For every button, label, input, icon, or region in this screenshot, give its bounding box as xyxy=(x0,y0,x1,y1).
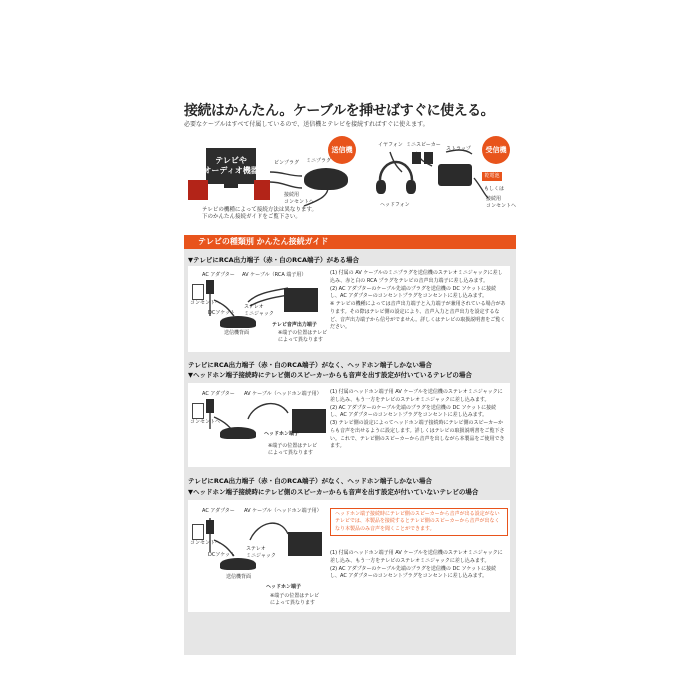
top-note: テレビの機種によって接続方法は異なります。 下のかんたん接続ガイドをご覧下さい。 xyxy=(202,207,317,221)
miniplug-label: ミニプラグ xyxy=(306,158,332,164)
section-1-heading: ▼テレビにRCA出力端子（赤・白のRCA端子）がある場合 xyxy=(188,256,359,264)
transmitter-device xyxy=(220,427,256,439)
ac-adapter xyxy=(206,520,214,534)
av-cable-label: AV ケーブル（RCA 端子用） xyxy=(242,272,307,278)
strap-label: ストラップ xyxy=(446,146,471,152)
transmitter-back xyxy=(220,316,256,328)
outlet-icon xyxy=(192,403,204,419)
tv-monitor xyxy=(288,532,322,556)
headphone-jack-label: ヘッドホン端子 xyxy=(264,431,300,437)
tv-out-label: テレビ音声出力端子 xyxy=(272,322,317,328)
outlet-icon xyxy=(192,524,204,540)
speaker-left xyxy=(412,152,421,164)
ac-adapter-label: AC アダプター xyxy=(202,391,235,397)
dc-socket-label: DCソケット xyxy=(208,552,236,558)
to-outlet-label: コンセントへ xyxy=(190,419,221,425)
av-cable-label: AV ケーブル（ヘッドホン端子用） xyxy=(244,508,322,514)
section-2-card xyxy=(188,383,510,467)
section-1-step-1: (1) 付属の AV ケーブルのミニプラグを送信機のステレオミニジャックに差し込み、赤と白の RCA プラグをテレビの音声出力端子に差し込みます。 xyxy=(330,270,503,284)
stereo-mini-label: ステレオ ミニジャック xyxy=(244,304,274,317)
to-outlet-label: 接続用 コンセントへ xyxy=(284,192,315,205)
tv-out-note: ※端子の位置はテレビ によって異なります xyxy=(278,330,328,343)
section-2-step-3: (3) テレビ側の設定によってヘッドホン端子接続時にテレビ側のスピーカーからも音声を出せるように設定します。詳しくはテレビの取扱説明書をご覧下さい。これで、テレビ側のスピーカーから音声を出しながら本製品をご使用できます。 xyxy=(330,420,505,450)
speaker-right xyxy=(424,152,433,164)
page-subtitle: 必要なケーブルはすべて付属しているので、送信機とテレビを接続すればすぐに使えます。 xyxy=(184,121,429,128)
ac-adapter-label: AC アダプター xyxy=(202,272,235,278)
stereo-mini-label: ステレオ ミニジャック xyxy=(246,546,276,559)
section-3-step-2: (2) AC アダプターのケーブル先端のプラグを送信機の DC ソケットに接続し、AC アダプターのコンセントプラグをコンセントに差し込みます。 xyxy=(330,565,497,580)
transmitter-device xyxy=(304,168,348,190)
or-label: もしくは xyxy=(484,186,505,192)
section-3-step-1: (1) 付属のヘッドホン端子用 AV ケーブルを送信機のステレオミニジャックに差し込み、もう一方をテレビのステレオミニジャックに差し込みます。 xyxy=(330,550,503,564)
receiver-device xyxy=(438,164,472,186)
headphone-cup xyxy=(376,180,386,194)
outlet-icon xyxy=(192,284,204,300)
section-2-step-2: (2) AC アダプターのケーブル先端のプラグを送信機の DC ソケットに接続し、AC アダプターのコンセントプラグをコンセントに差し込みます。 xyxy=(330,404,497,419)
tv-audio-device: テレビや オーディオ機器 xyxy=(206,148,256,184)
to-outlet-label: コンセントへ xyxy=(190,540,221,546)
section-1-card xyxy=(188,266,510,352)
receiver-badge: 受信機 xyxy=(482,136,510,164)
pinplug-label: ピンプラグ xyxy=(274,160,300,166)
headphone-label: ヘッドフォン xyxy=(380,202,410,208)
headphone-jack-label: ヘッドホン端子 xyxy=(266,584,302,590)
av-cable-label: AV ケーブル（ヘッドホン端子用） xyxy=(244,391,322,397)
jack-note: ※端子の位置はテレビ によって異なります xyxy=(268,443,318,456)
section-3-subheading: ▼ヘッドホン端子接続時にテレビ側のスピーカーからも音声を出す設定が付いていないテレビの場合 xyxy=(188,488,479,496)
dc-socket-label: DCソケット xyxy=(208,310,236,316)
tv-stand xyxy=(224,184,238,188)
section-2-subheading: ▼ヘッドホン端子接続時にテレビ側のスピーカーからも音声を出す設定が付いているテレビの場合 xyxy=(188,371,472,379)
earphone-label: イヤフォン xyxy=(378,142,403,148)
tv-monitor xyxy=(292,409,326,433)
mini-speaker-label: ミニスピーカー xyxy=(406,142,441,148)
section-3-card xyxy=(188,500,510,612)
audio-component xyxy=(188,180,208,200)
section-3-body xyxy=(330,550,506,581)
ac-adapter-label: AC アダプター xyxy=(202,508,235,514)
battery-badge: 乾電池 xyxy=(482,172,502,181)
guide-title: テレビの種類別 かんたん接続ガイド xyxy=(190,236,336,248)
section-2-step-1: (1) 付属のヘッドホン端子用 AV ケーブルを送信機のステレオミニジャックに差し込み、もう一方をテレビのステレオミニジャックに差し込みます。 xyxy=(330,389,503,403)
transmitter-badge: 送信機 xyxy=(328,136,356,164)
section-2-heading: テレビにRCA出力端子（赤・白のRCA端子）がなく、ヘッドホン端子しかない場合 xyxy=(188,361,432,369)
section-1-note: ※ テレビの機種によっては音声出力端子と入力端子が兼用されている場合があります。その際はテレビ側の設定により、音声入力と音声出力を設定するなど、音声出力端子から信号がでません。詳しくはテレビの取扱説明書をご覧ください。 xyxy=(330,301,506,331)
warning-note: ヘッドホン端子接続時にテレビ側のスピーカーから音声が出る設定がないテレビでは、本製品を接続するとテレビ側のスピーカーから音声が出なくなり本製品のみ音声を聞くことができます。 xyxy=(330,508,508,536)
section-1-body xyxy=(330,270,506,332)
transmitter-back xyxy=(220,558,256,570)
page-title: 接続はかんたん。ケーブルを挿せばすぐに使える。 xyxy=(184,103,495,119)
to-outlet-right-label: 接続用 コンセントへ xyxy=(486,196,517,209)
transmitter-back-label: 送信機背面 xyxy=(224,330,250,336)
section-2-body xyxy=(330,389,506,451)
section-1-step-2: (2) AC アダプターのケーブル先端のプラグを送信機の DC ソケットに接続し、AC アダプターのコンセントプラグをコンセントに差し込みます。 xyxy=(330,285,497,300)
section-3-heading: テレビにRCA出力端子（赤・白のRCA端子）がなく、ヘッドホン端子しかない場合 xyxy=(188,477,432,485)
headphone-cup xyxy=(406,180,416,194)
ac-adapter xyxy=(206,280,214,294)
ac-adapter xyxy=(206,399,214,413)
audio-component xyxy=(254,180,270,200)
transmitter-back-label: 送信機背面 xyxy=(226,574,252,580)
jack-note: ※端子の位置はテレビ によって異なります xyxy=(270,593,320,606)
tv-monitor xyxy=(284,288,318,312)
to-outlet-label: コンセントへ xyxy=(190,300,221,306)
